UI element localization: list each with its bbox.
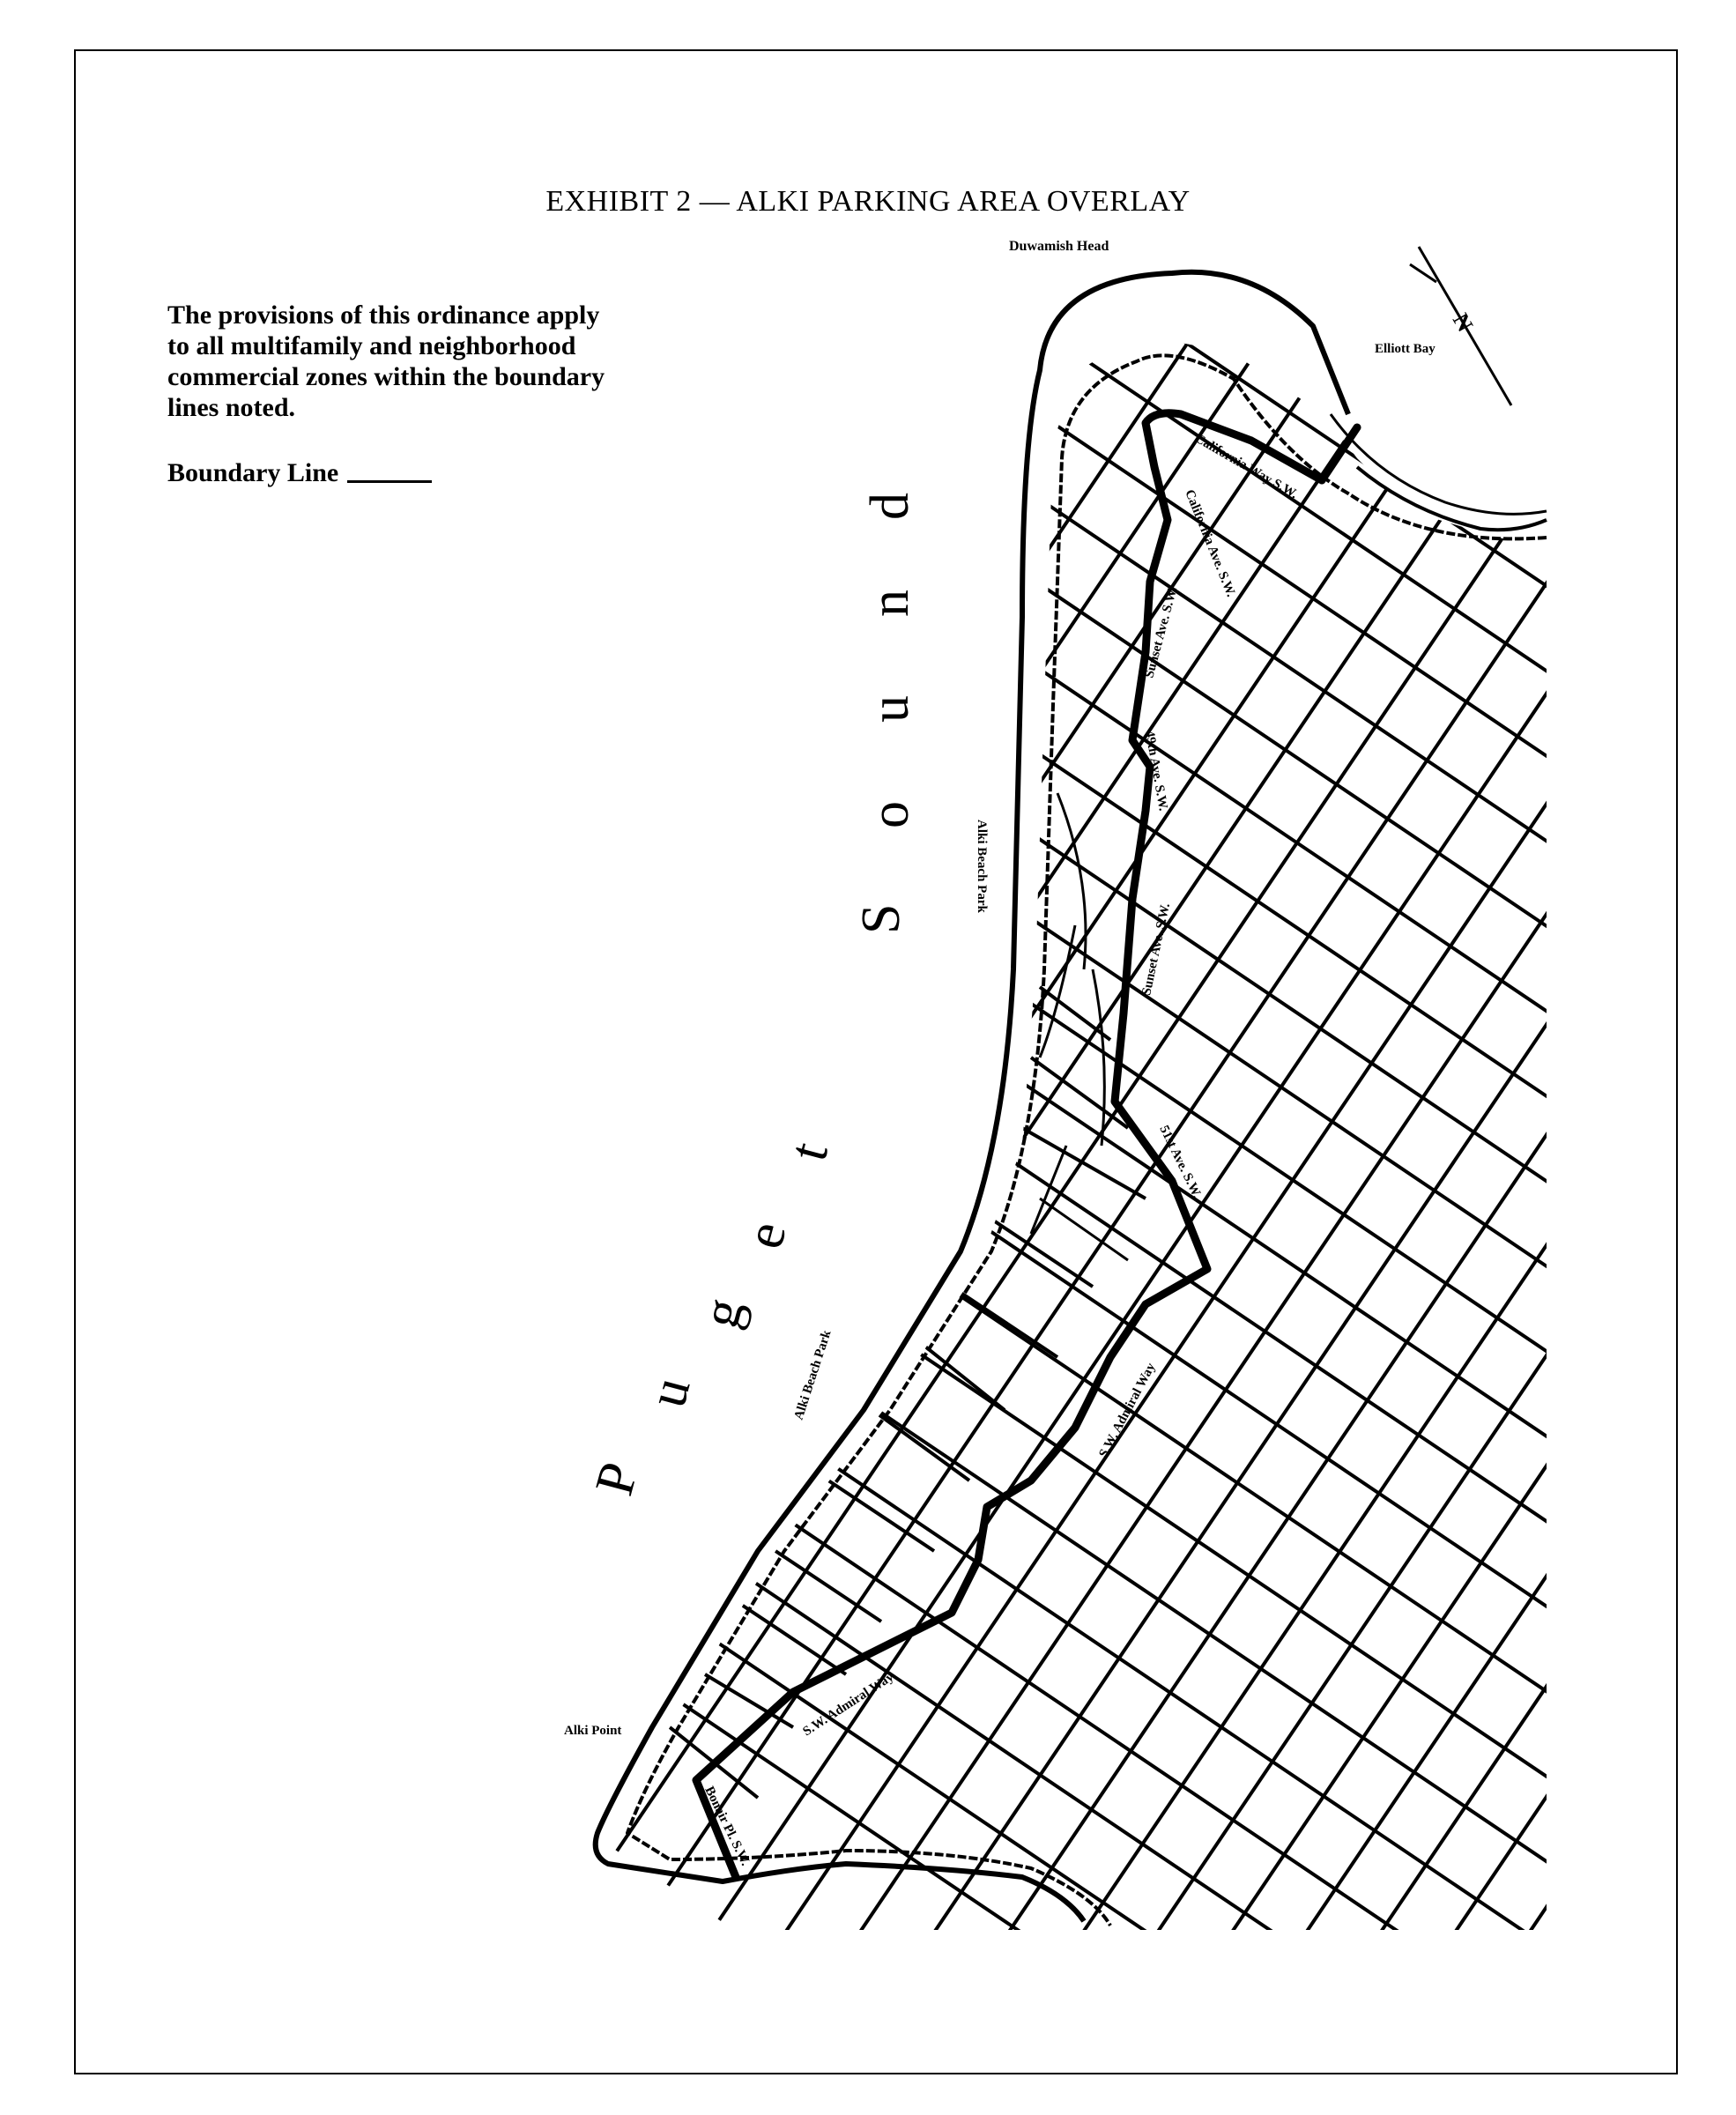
bonair-pl-label: Bonair Pl. S.W. — [701, 1784, 753, 1868]
elliott-bay-label: Elliott Bay — [1375, 342, 1436, 356]
sound-letter: d — [860, 493, 920, 520]
provisions-note: The provisions of this ordinance apply to all multifamily and neighborhood commercial zones within the boundary lines noted. — [167, 301, 605, 422]
sound-letter: t — [777, 1136, 840, 1167]
park-paths — [1031, 793, 1128, 1260]
alki-beach-park-south-label: Alki Beach Park — [791, 1328, 835, 1422]
sound-letter: u — [636, 1371, 702, 1414]
page-title: EXHIBIT 2 — ALKI PARKING AREA OVERLAY — [545, 185, 1191, 218]
shoreline-outer — [596, 272, 1348, 1921]
sound-letter: g — [689, 1292, 755, 1334]
legend-label: Boundary Line — [167, 458, 339, 487]
forty-ninth-ave-label: 49th Ave. S.W. — [1142, 729, 1170, 813]
north-arrow-label: N — [1447, 308, 1479, 337]
alki-beach-park-north-label: Alki Beach Park — [975, 820, 989, 913]
sound-letter: o — [860, 801, 920, 828]
california-ave-label: California Ave. S.W. — [1182, 487, 1238, 599]
duwamish-head-label: Duwamish Head — [1009, 239, 1109, 254]
california-way-label: California Way S.W. — [1192, 431, 1301, 502]
puget-sound-label — [584, 493, 920, 1502]
north-arrow — [1410, 247, 1511, 405]
sunset-ave-south-label: Sunset Ave. S.W. — [1139, 902, 1174, 997]
fifty-first-ave-label: 51st Ave. S.W. — [1156, 1123, 1205, 1201]
elliott-bay-shore — [1357, 467, 1547, 530]
sound-letter: S — [851, 903, 911, 934]
sound-letter: P — [583, 1456, 650, 1502]
admiral-way-north-label: S.W. Admiral Way — [1096, 1361, 1159, 1460]
alki-point-label: Alki Point — [564, 1724, 622, 1738]
street-grid — [237, 279, 1736, 2115]
admiral-way-south-label: S.W. Admiral Way — [800, 1670, 897, 1740]
elliott-bay-shore-outer — [1331, 414, 1547, 514]
sound-letter: u — [860, 695, 920, 723]
sunset-ave-north-label: Sunset Ave. S.W. — [1142, 585, 1181, 680]
sound-letter: e — [733, 1215, 798, 1255]
sound-letter: n — [860, 590, 920, 617]
beach-inner-edge — [627, 355, 1547, 1926]
